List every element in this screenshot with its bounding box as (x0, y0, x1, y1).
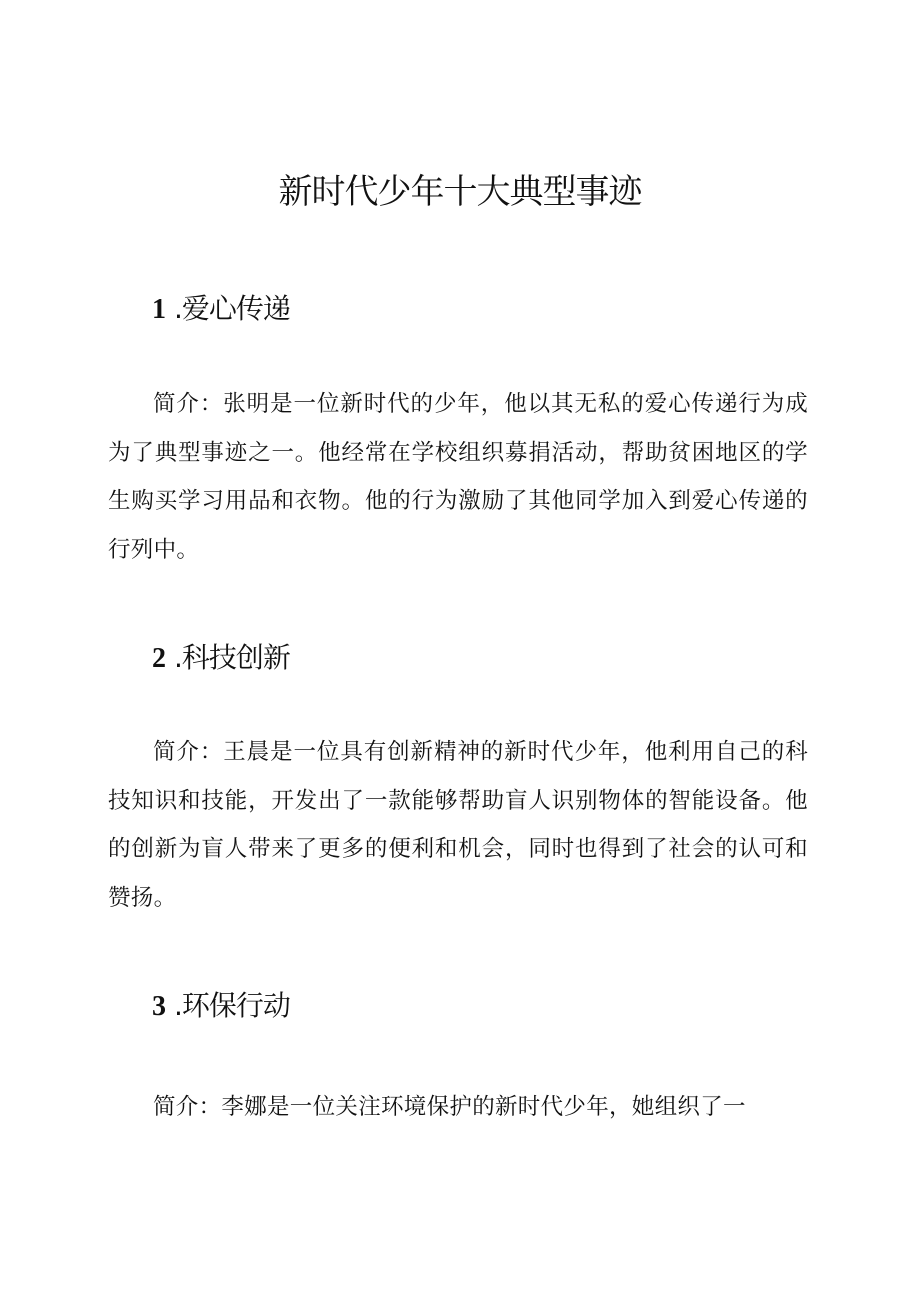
section-title: .科技创新 (174, 641, 290, 674)
section-heading-2 (152, 638, 290, 679)
section-heading-3 (152, 986, 290, 1027)
section-heading-1 (152, 289, 290, 330)
document-title: 新时代少年十大典型事迹 (278, 172, 642, 212)
section-paragraph-3: 简介：李娜是一位关注环境保护的新时代少年，她组织了一 (153, 1094, 746, 1120)
section-number: 2 (152, 643, 166, 674)
section-paragraph-1: 简介：张明是一位新时代的少年，他以其无私的爱心传递行为成为了典型事迹之一。他经常在学校组织募捐活动，帮助贫困地区的学生购买学习用品和衣物。他的行为激励了其他同学加入到爱心传递的行列中。 (108, 391, 808, 563)
section-title: .爱心传递 (174, 292, 290, 325)
section-paragraph-2: 简介：王晨是一位具有创新精神的新时代少年，他利用自己的科技知识和技能，开发出了一款能够帮助盲人识别物体的智能设备。他的创新为盲人带来了更多的便利和机会，同时也得到了社会的认可和赞扬。 (108, 739, 808, 911)
section-number: 1 (152, 294, 166, 325)
section-number: 3 (152, 991, 166, 1022)
section-title: .环保行动 (174, 989, 290, 1022)
